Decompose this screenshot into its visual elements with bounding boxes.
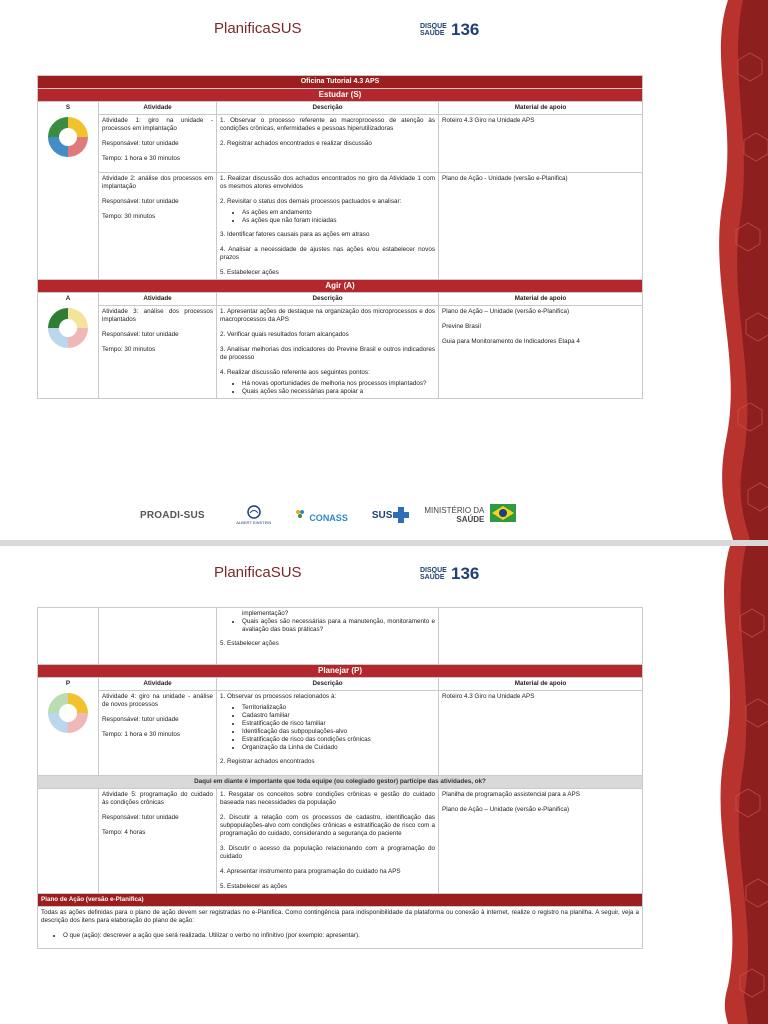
sus-logo (372, 506, 411, 524)
sus-label: SUS (371, 509, 393, 521)
col-atividade: Atividade (99, 102, 217, 115)
table-row (38, 306, 643, 399)
material-cell (439, 789, 643, 894)
table-row (38, 115, 643, 173)
notice-banner: Daqui em diante é importante que toda equipe (ou colegiado gestor) participe das atividades, ok? (38, 776, 643, 789)
document-page-2 (0, 546, 768, 1024)
responsavel: Responsável: tutor unidade (102, 716, 179, 723)
col-atividade: Atividade (99, 678, 217, 691)
footer-logos (140, 500, 560, 530)
list-item: • Identificação das subpopulações-alvo (242, 728, 435, 736)
tempo: Tempo: 30 minutos (102, 346, 156, 353)
decorative-side-pattern (698, 546, 768, 1024)
atividade-name: Atividade 4: giro na unidade - análise de novos processos (102, 693, 213, 708)
pdca-letter: P (65, 680, 71, 687)
material-item: Roteiro 4.3 Giro na Unidade APS (442, 693, 535, 700)
list-item: • Estratificação de risco das condições crônicas (242, 736, 435, 744)
brand-title: PlanificaSUS (214, 564, 302, 581)
descricao-cell (217, 173, 439, 280)
pdca-cycle-icon (46, 691, 90, 735)
material-item: Plano de Ação - Unidade (versão e-Planifica) (442, 175, 568, 182)
responsavel: Responsável: tutor unidade (102, 814, 179, 821)
pdca-cell-a (38, 293, 99, 399)
bullet-list (242, 209, 435, 225)
hotline-label: DISQUE SAÚDE (420, 567, 447, 581)
descricao-item: 3. Identificar fatores causais para as ações em atraso (220, 231, 370, 238)
list-item: • Cadastro familiar (242, 712, 435, 720)
empty-cell (439, 608, 643, 665)
descricao-item: 5. Estabelecer as ações (220, 883, 288, 890)
conass-logo (293, 507, 348, 523)
sus-cross-icon (392, 506, 410, 524)
atividade-cell (99, 789, 217, 894)
material-cell (439, 306, 643, 399)
descricao-item (220, 198, 435, 206)
disque-saude-logo (420, 564, 479, 584)
tempo: Tempo: 1 hora e 30 minutos (102, 155, 181, 162)
list-item: • Quais ações são necessárias para apoiar a (242, 388, 435, 396)
list-item: • Estratificação de risco familiar (242, 720, 435, 728)
band-estudar: Estudar (S) (38, 89, 643, 102)
empty-cell (38, 789, 99, 894)
list-item: • As ações que não foram iniciadas (242, 217, 435, 225)
material-item: Roteiro 4.3 Giro na Unidade APS (442, 117, 535, 124)
descricao-item: 5. Estabelecer ações (220, 640, 279, 647)
descricao-item: 2. Registrar achados encontrados (220, 758, 315, 765)
list-item: • As ações em andamento (242, 209, 435, 217)
responsavel: Responsável: tutor unidade (102, 140, 179, 147)
descricao-item: 2. Registrar achados encontrados e realizar discussão (220, 140, 372, 147)
empty-cell (99, 608, 217, 665)
band-planejar: Planejar (P) (38, 665, 643, 678)
descricao-text: 2. Revisitar o (220, 198, 259, 205)
list-item: • Organização da Linha de Cuidado (242, 744, 435, 752)
list-item: • O que (ação): descrever a ação que será realizada. Utilizar o verbo no infinitivo (por exemplo: apresentar). (63, 932, 639, 940)
table-row (38, 173, 643, 280)
pdca-letter: A (65, 295, 71, 302)
descricao-item: 4. Realizar discussão referente aos seguintes pontos: (220, 369, 370, 376)
descricao-cell (217, 306, 439, 399)
table-row-continued (38, 608, 643, 665)
descricao-item: 1. Resgatar os conceitos sobre condições crônicas e gestão do cuidado baseada nas necessidades da população (220, 791, 435, 806)
pdca-cell-s (38, 102, 99, 280)
material-cell (439, 173, 643, 280)
atividade-cell (99, 173, 217, 280)
conass-emblem-icon (293, 507, 307, 521)
material-item: Guia para Monitoramento de Indicadores Etapa 4 (442, 338, 580, 345)
table-title: Oficina Tutorial 4.3 APS (38, 76, 643, 89)
atividade-name: Atividade 2: análise dos processos em implantação (102, 175, 213, 190)
hotline-number: 136 (451, 564, 480, 583)
plano-acao-row (38, 907, 643, 949)
col-descricao: Descrição (217, 678, 439, 691)
atividade-name: Atividade 5: programação do cuidado às condições crônicas (102, 791, 213, 806)
material-cell (439, 691, 643, 776)
atividade-cell (99, 691, 217, 776)
descricao-cell (217, 608, 439, 665)
decorative-side-pattern (698, 0, 768, 540)
einstein-emblem-icon (247, 505, 261, 519)
oficina-table-part-2 (37, 607, 643, 949)
oficina-table-part-1 (37, 75, 643, 399)
descricao-item: 3. Analisar melhorias dos indicadores do Previne Brasil e outros indicadores de processo (220, 346, 435, 361)
descricao-item: 4. Apresentar instrumento para programação do cuidado na APS (220, 868, 401, 875)
col-atividade: Atividade (99, 293, 217, 306)
tempo: Tempo: 1 hora e 30 minutos (102, 731, 181, 738)
material-item: Planilha de programação assistencial para a APS (442, 791, 580, 798)
descricao-item: 1. Observar o processo referente ao macroprocesso de atenção às condições crônicas, enfermidades e pessoas hiperutilizadoras (220, 117, 435, 132)
col-material: Material de apoio (439, 678, 643, 691)
list-item: • Territorialização (242, 704, 435, 712)
atividade-cell (99, 115, 217, 173)
einstein-logo (229, 505, 279, 525)
einstein-label: ALBERT EINSTEIN (236, 520, 272, 525)
tempo: Tempo: 30 minutos (102, 213, 156, 220)
atividade-cell (99, 306, 217, 399)
list-item: • Quais ações são necessárias para a manutenção, monitoramento e avaliação das boas práticas? (242, 618, 435, 634)
descricao-item: 2. Verificar quais resultados foram alcançados (220, 331, 349, 338)
pdca-cycle-icon (46, 306, 90, 350)
bullet-list (63, 932, 639, 940)
empty-cell (38, 608, 99, 665)
proadi-sus-logo: PROADI-SUS (140, 509, 205, 521)
atividade-name: Atividade 3: análise dos processos implantados (102, 308, 213, 323)
col-material: Material de apoio (439, 102, 643, 115)
descricao-cell (217, 789, 439, 894)
responsavel: Responsável: tutor unidade (102, 331, 179, 338)
conass-label: CONASS (309, 513, 348, 523)
disque-saude-logo (420, 20, 479, 40)
material-item: Previne Brasil (442, 323, 481, 330)
plano-acao-cell (38, 907, 643, 949)
material-cell (439, 115, 643, 173)
descricao-cell (217, 691, 439, 776)
descricao-item: 4. Analisar a necessidade de ajustes nas ações e/ou estabelecer novos prazos (220, 246, 435, 261)
col-descricao: Descrição (217, 293, 439, 306)
bullet-list (242, 704, 435, 752)
tempo: Tempo: 4 horas (102, 829, 146, 836)
hotline-number: 136 (451, 20, 480, 39)
material-item: Plano de Ação – Unidade (versão e-Planifica) (442, 308, 570, 315)
ministerio-saude-logo (424, 506, 484, 524)
list-item: • Há novas oportunidades de melhoria nos processos implantados? (242, 380, 435, 388)
plano-acao-text: Todas as ações definidas para o plano de ação devem ser registradas no e-Planifica. Como contingência para indisponibilidade da plataforma ou conexão à internet, realize o registro na planilha. A seguir, veja a descrição dos itens para elaboração do plano de ação: (41, 909, 639, 924)
plano-acao-header: Plano de Ação (versão e-Planifica) (38, 894, 643, 907)
list-item: implementação? (242, 610, 289, 617)
ministerio-line-1: MINISTÉRIO DA (424, 506, 485, 515)
brand-title: PlanificaSUS (214, 20, 302, 37)
band-agir: Agir (A) (38, 280, 643, 293)
col-descricao: Descrição (217, 102, 439, 115)
pdca-cell-p (38, 678, 99, 776)
descricao-item: 1. Realizar discussão dos achados encontrados no giro da Atividade 1 com os mesmos atores envolvidos (220, 175, 435, 190)
table-row (38, 691, 643, 776)
descricao-item: 1. Observar os processos relacionados à: (220, 693, 337, 700)
descricao-emphasis: status (258, 198, 276, 205)
hotline-label: DISQUE SAÚDE (420, 23, 447, 37)
descricao-item: 2. Discutir a relação com os processos de cadastro, identificação das subpopulações-alvo com condições crônicas e estratificação de risco com a programação do cuidado, considerando a segurança do paciente (220, 814, 435, 837)
descricao-item: 1. Apresentar ações de destaque na organização dos microprocessos e dos macroprocessos da APS (220, 308, 435, 323)
atividade-name: Atividade 1: giro na unidade - processos em implantação (102, 117, 213, 132)
bullet-list (242, 380, 435, 396)
pdca-cycle-icon (46, 115, 90, 159)
ministerio-line-2: SAÚDE (456, 515, 485, 524)
descricao-text: dos demais processos pactuados e analisar: (275, 198, 402, 205)
responsavel: Responsável: tutor unidade (102, 198, 179, 205)
descricao-item: 3. Discutir o acesso da população relacionando com a programação do cuidado (220, 845, 435, 860)
descricao-item: 5. Estabelecer ações (220, 269, 279, 276)
material-item: Plano de Ação – Unidade (versão e-Planifica) (442, 806, 570, 813)
pdca-letter: S (65, 104, 71, 111)
table-row (38, 789, 643, 894)
bullet-list (242, 610, 435, 634)
col-material: Material de apoio (439, 293, 643, 306)
descricao-cell (217, 115, 439, 173)
brazil-flag-icon (490, 504, 516, 527)
